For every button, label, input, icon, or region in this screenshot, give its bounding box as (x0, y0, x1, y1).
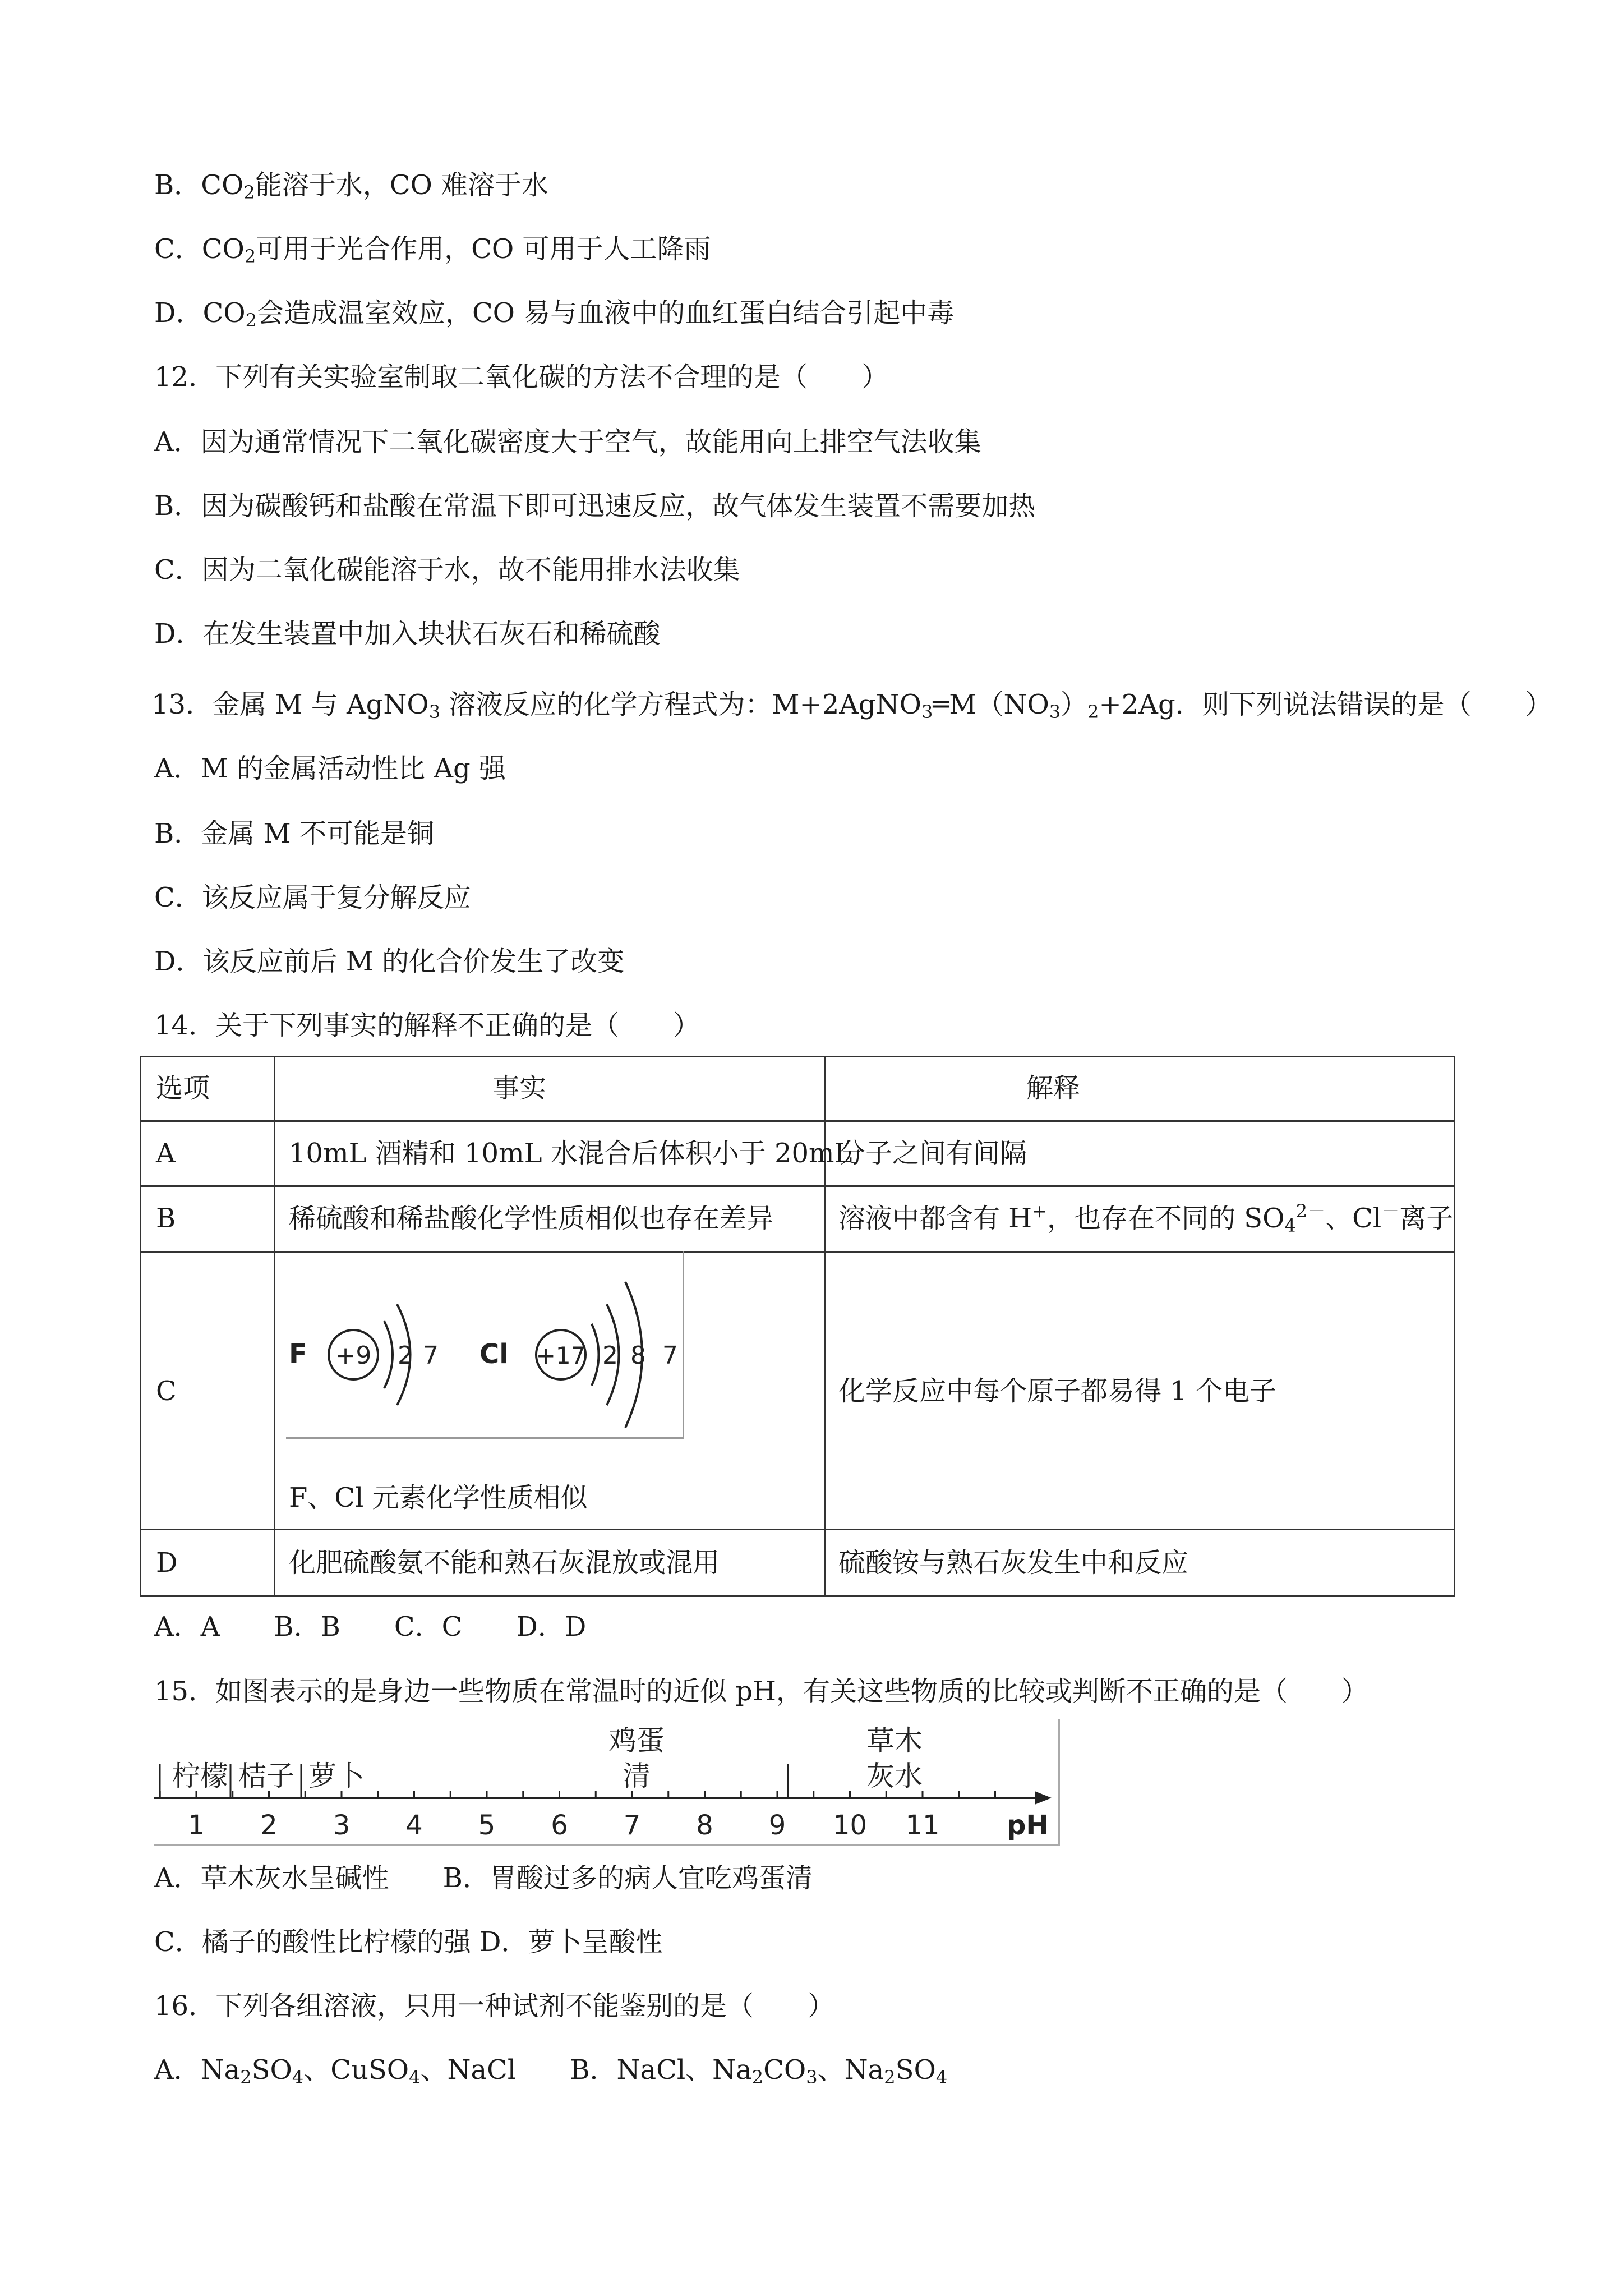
row-d-fact: 化肥硫酸氨不能和熟石灰混放或混用 (289, 1547, 720, 1579)
table-header-option: 选项 (156, 1073, 210, 1104)
option-text: 可用于光合作用，CO 可用于人工降雨 (256, 233, 711, 265)
q16-options-ab (154, 2053, 947, 2087)
q15-options-cd: C．橘子的酸性比柠檬的强 D．萝卜呈酸性 (154, 1926, 663, 1958)
subscript: 2 (751, 2067, 764, 2088)
ph-scale-figure (154, 1719, 1060, 1846)
table-header-explain: 解释 (1026, 1073, 1081, 1104)
subscript: 3 (1049, 701, 1061, 723)
q13-option-c: C．该反应属于复分解反应 (154, 882, 471, 913)
option-text: 、NaCl B．NaCl、Na (420, 2054, 752, 2086)
ph-label-lemon: 柠檬 (172, 1760, 228, 1792)
option-c-line (154, 232, 711, 266)
superscript: + (1032, 1200, 1047, 1222)
row-b-explain (838, 1202, 1453, 1235)
row-a-explain: 分子之间有间隔 (838, 1138, 1027, 1169)
option-d-line (154, 296, 954, 330)
explain-text: 离子 (1399, 1203, 1454, 1234)
superscript: － (1381, 1200, 1400, 1222)
superscript: 2－ (1295, 1200, 1326, 1222)
option-text: D．CO (154, 297, 246, 329)
table-divider (141, 1120, 1454, 1122)
option-b-line (154, 168, 548, 202)
ph-label-radish: 萝卜 (308, 1760, 365, 1792)
ph-label-ash-water-1: 草木 (866, 1724, 923, 1757)
table-header-fact: 事实 (492, 1073, 547, 1104)
option-text: 会造成温室效应，CO 易与血液中的血红蛋白结合引起中毒 (256, 297, 955, 329)
ph-tick-label: 7 (623, 1810, 641, 1841)
f-shell-1 (384, 1321, 393, 1388)
subscript: 2 (240, 2067, 252, 2088)
row-b-fact: 稀硫酸和稀盐酸化学性质相似也存在差异 (289, 1203, 774, 1234)
question-15: 15．如图表示的是身边一些物质在常温时的近似 pH，有关这些物质的比较或判断不正确的是（ ） (154, 1676, 1368, 1707)
option-text: A．Na (154, 2054, 241, 2086)
ph-tick-label: 8 (696, 1810, 713, 1841)
atom-structure-diagram (286, 1251, 684, 1439)
subscript: 4 (935, 2067, 948, 2088)
row-b-option: B (156, 1203, 176, 1234)
explain-text: ，也存在不同的 SO (1046, 1203, 1285, 1234)
table-divider (141, 1185, 1454, 1187)
subscript: 2 (884, 2067, 896, 2088)
q13-option-d: D．该反应前后 M 的化合价发生了改变 (154, 946, 625, 977)
row-c-explain: 化学反应中每个原子都易得 1 个电子 (838, 1375, 1277, 1407)
row-d-option: D (156, 1547, 178, 1579)
ph-tick-label: 2 (260, 1810, 278, 1841)
row-c-option: C (156, 1375, 177, 1407)
q12-option-d: D．在发生装置中加入块状石灰石和稀硫酸 (154, 618, 661, 650)
ph-tick-label: 10 (832, 1810, 868, 1841)
atom-structure-figure (286, 1251, 684, 1439)
subscript: 2 (1087, 701, 1099, 723)
ph-tick-label: 3 (333, 1810, 351, 1841)
row-c-fact: F、Cl 元素化学性质相似 (289, 1482, 588, 1513)
question-12: 12．下列有关实验室制取二氧化碳的方法不合理的是（ ） (154, 361, 889, 393)
subscript: 3 (428, 701, 441, 723)
q12-option-b: B．因为碳酸钙和盐酸在常温下即可迅速反应，故气体发生装置不需要加热 (154, 490, 1036, 522)
ph-tick-label: 6 (551, 1810, 568, 1841)
explain-text: 、Cl (1325, 1203, 1382, 1234)
cl-symbol: Cl (479, 1338, 509, 1370)
q13-text: ） (1061, 689, 1088, 720)
explain-text: 溶液中都含有 H (838, 1203, 1032, 1234)
q13-option-b: B．金属 M 不可能是铜 (154, 818, 434, 849)
q12-option-c: C．因为二氧化碳能溶于水，故不能用排水法收集 (154, 554, 740, 586)
ph-label-ash-water-2: 灰水 (866, 1760, 923, 1792)
subscript: 2 (244, 246, 256, 267)
q14-answers: A．A B．B C．C D．D (154, 1611, 587, 1642)
f-nucleus-charge: +9 (335, 1341, 372, 1370)
question-14: 14．关于下列事实的解释不正确的是（ ） (154, 1010, 700, 1041)
ph-tick-label: 9 (768, 1810, 786, 1841)
ph-tick-label: 11 (905, 1810, 940, 1841)
option-text: 、CuSO (303, 2054, 409, 2086)
ph-label-egg-white-2: 清 (623, 1760, 651, 1792)
row-d-explain: 硫酸铵与熟石灰发生中和反应 (838, 1547, 1189, 1579)
subscript: 3 (806, 2067, 818, 2088)
ph-tick-label: 4 (405, 1810, 423, 1841)
ph-tick-labels (188, 1810, 940, 1841)
q13-text: ═M（NO (933, 689, 1049, 720)
ph-label-orange: 桔子 (238, 1760, 294, 1792)
ph-tick-label: 5 (478, 1810, 496, 1841)
subscript: 2 (245, 310, 257, 331)
option-text: SO (895, 2054, 936, 2086)
q13-text: +2Ag．则下列说法错误的是（ ） (1099, 689, 1552, 720)
option-text: 能溶于水，CO 难溶于水 (255, 169, 549, 201)
table-divider (274, 1057, 275, 1595)
q13-text: 溶液反应的化学方程式为：M+2AgNO (440, 689, 922, 720)
q12-option-a: A．因为通常情况下二氧化碳密度大于空气，故能用向上排空气法收集 (154, 426, 981, 458)
q15-options-ab: A．草木灰水呈碱性 B．胃酸过多的病人宜吃鸡蛋清 (154, 1862, 813, 1894)
q13-option-a: A．M 的金属活动性比 Ag 强 (154, 753, 506, 784)
f-shell-count-1: 2 (398, 1341, 413, 1370)
f-shell-count-2: 7 (423, 1341, 439, 1370)
option-text: C．CO (154, 233, 245, 265)
question-16: 16．下列各组溶液，只用一种试剂不能鉴别的是（ ） (154, 1990, 835, 2022)
table-divider (141, 1529, 1454, 1530)
ph-axis-arrow (1035, 1791, 1052, 1805)
q13-text: 13．金属 M 与 AgNO (151, 689, 429, 720)
row-a-fact: 10mL 酒精和 10mL 水混合后体积小于 20mL (289, 1138, 852, 1169)
subscript: 2 (243, 182, 255, 203)
subscript: 4 (1284, 1215, 1296, 1236)
cl-shell-count-3: 7 (662, 1341, 678, 1370)
ph-tick-label: 1 (187, 1810, 205, 1841)
option-text: CO (763, 2054, 806, 2086)
cl-shell-count-1: 2 (602, 1341, 618, 1370)
cl-shell-count-2: 8 (630, 1341, 646, 1370)
option-text: 、Na (817, 2054, 884, 2086)
ph-axis-unit: pH (1007, 1810, 1049, 1841)
subscript: 4 (292, 2067, 304, 2088)
subscript: 3 (921, 701, 933, 723)
question-13 (151, 688, 1552, 721)
cl-nucleus-charge: +17 (536, 1342, 586, 1369)
option-text: SO (251, 2054, 292, 2086)
subscript: 4 (409, 2067, 421, 2088)
cl-shell-1 (592, 1324, 599, 1386)
ph-scale-diagram (154, 1719, 1060, 1846)
ph-label-egg-white-1: 鸡蛋 (608, 1724, 665, 1757)
row-a-option: A (156, 1138, 176, 1169)
f-symbol: F (289, 1338, 307, 1370)
option-text: B．CO (154, 169, 244, 201)
